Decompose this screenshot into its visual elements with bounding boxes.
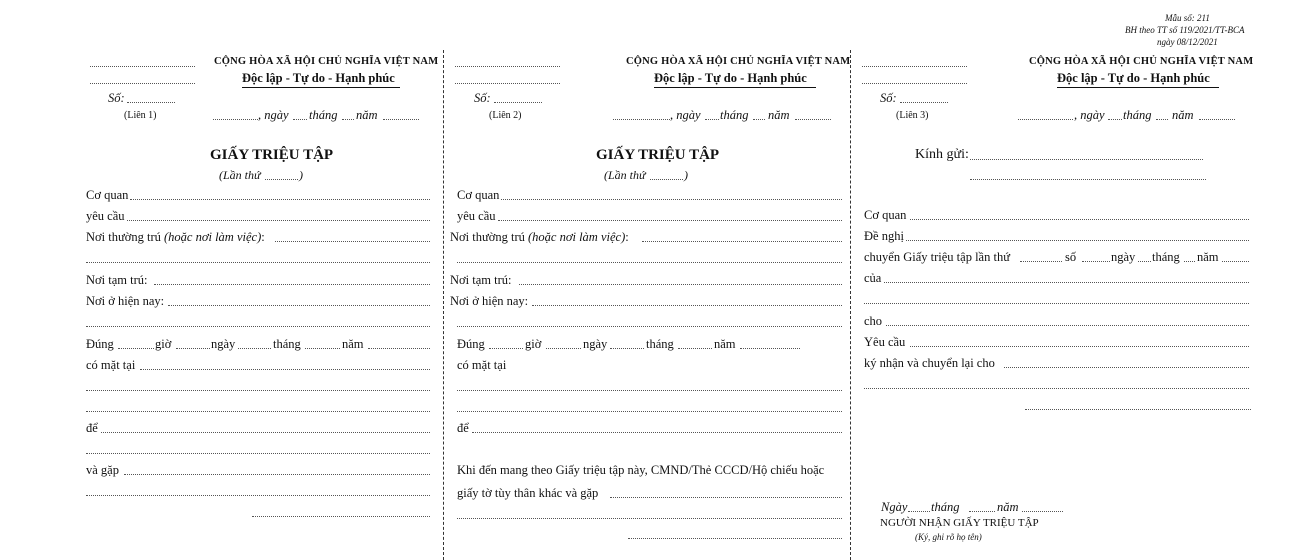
day-line <box>705 119 719 120</box>
copy-label: (Liên 2) <box>489 110 522 121</box>
lan-thu-line <box>650 179 683 180</box>
so-label: Số: <box>880 91 897 105</box>
so-label: Số: <box>108 91 125 105</box>
cua-label: của <box>864 271 882 285</box>
so-line <box>127 102 175 103</box>
cho-line <box>886 325 1249 326</box>
org-line-2 <box>90 83 195 84</box>
date-nam: năm <box>1172 108 1194 122</box>
republic-title: CỘNG HÒA XÃ HỘI CHỦ NGHĨA VIỆT NAM <box>1029 56 1254 67</box>
org-line-1 <box>455 66 560 67</box>
noi-thuong-tru-line <box>275 241 430 242</box>
co-mat-tai-label: có mặt tại <box>457 358 507 372</box>
nam-line <box>678 348 712 349</box>
cua-line <box>884 282 1249 283</box>
org-line-2 <box>455 83 560 84</box>
co-quan-line <box>910 219 1249 220</box>
ky-nhan-line-3 <box>1025 409 1251 410</box>
va-gap-label: và gặp <box>86 463 119 477</box>
year-line <box>1199 119 1235 120</box>
kinh-gui-label: Kính gửi: <box>915 147 969 162</box>
noi-thuong-tru-line <box>642 241 842 242</box>
so-label-2: số <box>1065 250 1077 264</box>
separator-2 <box>850 50 851 560</box>
de-line <box>101 432 430 433</box>
lan-thu-line <box>265 179 298 180</box>
yeu-cau-line <box>498 220 842 221</box>
de-label: để <box>457 421 469 435</box>
cua-line-2 <box>864 303 1249 304</box>
va-gap-line-2 <box>86 495 430 496</box>
summons-title: GIẤY TRIỆU TẬP <box>210 147 334 163</box>
org-line-1 <box>862 66 967 67</box>
noi-tam-tru-line <box>154 284 430 285</box>
yeu-cau-label: yêu cầu <box>457 209 496 223</box>
form-issued-by: BH theo TT số 119/2021/TT-BCA <box>1125 25 1245 35</box>
co-mat-tai-line-3 <box>86 411 430 412</box>
motto-underline <box>242 87 400 88</box>
de-line <box>472 432 842 433</box>
nam-label: năm <box>714 337 736 351</box>
year-line <box>383 119 419 120</box>
noi-tam-tru-label: Nơi tạm trú: <box>86 273 148 287</box>
ky-nhan-line <box>1004 367 1249 368</box>
month-line <box>753 119 765 120</box>
org-line-2 <box>862 83 967 84</box>
thang-line <box>1184 261 1195 262</box>
date-thang: tháng <box>720 108 749 122</box>
ngay-label: ngày <box>583 337 608 351</box>
month-line <box>342 119 354 120</box>
so-label: Số: <box>474 91 491 105</box>
gio-line <box>489 348 523 349</box>
noi-thuong-tru-line-2 <box>86 262 430 263</box>
lan-thu-label: (Lần thứ <box>604 168 646 182</box>
de-label: để <box>86 421 98 435</box>
date-ngay: , ngày <box>670 108 701 122</box>
ngay-label: ngày <box>211 337 236 351</box>
date-ngay: , ngày <box>258 108 289 122</box>
motto-underline <box>1057 87 1219 88</box>
co-quan-label: Cơ quan <box>86 188 129 202</box>
lan-thu-close: ) <box>299 168 303 182</box>
copy-label: (Liên 1) <box>124 110 157 121</box>
separator-1 <box>443 50 444 560</box>
noi-o-label: Nơi ở hiện nay: <box>86 294 165 308</box>
receiver-title: NGƯỜI NHẬN GIẤY TRIỆU TẬP <box>880 517 1039 529</box>
ngay-line <box>176 348 210 349</box>
co-mat-tai-line-2 <box>86 390 430 391</box>
thang-label: tháng <box>646 337 674 351</box>
summons-title: GIẤY TRIỆU TẬP <box>596 147 720 163</box>
kinh-gui-line <box>970 159 1203 160</box>
date-nam: năm <box>768 108 790 122</box>
date-thang: tháng <box>309 108 338 122</box>
gio-label: giờ <box>155 337 172 351</box>
yeu-cau-label: yêu cầu <box>86 209 125 223</box>
thang-line <box>238 348 271 349</box>
sign-ngay-line <box>908 511 930 512</box>
de-nghi-line <box>906 240 1249 241</box>
co-quan-line <box>501 199 842 200</box>
ky-nhan-line-2 <box>864 388 1249 389</box>
noi-tam-tru-line <box>519 284 842 285</box>
day-line <box>1108 119 1122 120</box>
ngay-line <box>1138 261 1151 262</box>
ngay-label: ngày <box>1111 250 1136 264</box>
place-line <box>1018 119 1073 120</box>
motto: Độc lập - Tự do - Hạnh phúc <box>242 71 395 85</box>
date-nam: năm <box>356 108 378 122</box>
republic-title: CỘNG HÒA XÃ HỘI CHỦ NGHĨA VIỆT NAM <box>214 56 439 67</box>
co-mat-tai-line-2 <box>457 390 842 391</box>
de-line-2 <box>86 453 430 454</box>
khi-den-text: Khi đến mang theo Giấy triệu tập này, CMND/Thẻ CCCD/Hộ chiếu hoặc <box>457 463 825 477</box>
va-gap-line <box>124 474 430 475</box>
chuyen-label: chuyển Giấy triệu tập lần thứ <box>864 250 1010 264</box>
co-mat-tai-line-3 <box>457 411 842 412</box>
gio-line <box>118 348 154 349</box>
lan-thu-close: ) <box>684 168 688 182</box>
so-line <box>494 102 542 103</box>
motto: Độc lập - Tự do - Hạnh phúc <box>654 71 807 85</box>
nam-value-line <box>740 348 800 349</box>
copy-label: (Liên 3) <box>896 110 929 121</box>
noi-thuong-tru-label: Nơi thường trú (hoặc nơi làm việc): <box>86 230 265 244</box>
kinh-gui-line-2 <box>970 179 1206 180</box>
place-line <box>613 119 670 120</box>
ngay-line <box>546 348 581 349</box>
date-thang: tháng <box>1123 108 1152 122</box>
sign-thang-label: tháng <box>931 500 960 514</box>
signature-line <box>628 538 842 539</box>
date-ngay: , ngày <box>1074 108 1105 122</box>
co-mat-tai-line <box>140 369 430 370</box>
giay-to-line-2 <box>457 518 842 519</box>
noi-tam-tru-label: Nơi tạm trú: <box>450 273 512 287</box>
yeu-cau-label: Yêu cầu <box>864 335 906 349</box>
sign-ngay-label: Ngày <box>881 500 908 514</box>
nam-label: năm <box>1197 250 1219 264</box>
co-mat-tai-label: có mặt tại <box>86 358 136 372</box>
dung-label: Đúng <box>457 337 485 351</box>
sign-thang-line <box>969 511 995 512</box>
so-line <box>900 102 948 103</box>
chuyen-line <box>1020 261 1062 262</box>
co-quan-label: Cơ quan <box>457 188 500 202</box>
sign-nam-label: năm <box>997 500 1019 514</box>
form-date: ngày 08/12/2021 <box>1157 37 1218 47</box>
republic-title: CỘNG HÒA XÃ HỘI CHỦ NGHĨA VIỆT NAM <box>626 56 851 67</box>
motto: Độc lập - Tự do - Hạnh phúc <box>1057 71 1210 85</box>
sign-note: (Ký, ghi rõ họ tên) <box>915 532 982 542</box>
day-line <box>293 119 307 120</box>
year-line <box>795 119 831 120</box>
de-nghi-label: Đề nghị <box>864 229 904 243</box>
noi-o-line <box>168 305 430 306</box>
thang-line <box>610 348 644 349</box>
thang-label: tháng <box>1152 250 1180 264</box>
nam-line <box>1222 261 1249 262</box>
nam-value-line <box>368 348 430 349</box>
giay-to-text: giấy tờ tùy thân khác và gặp <box>457 486 599 500</box>
yeu-cau-line <box>127 220 430 221</box>
noi-o-line-2 <box>86 326 430 327</box>
org-line-1 <box>90 66 195 67</box>
noi-thuong-tru-label: Nơi thường trú (hoặc nơi làm việc): <box>450 230 629 244</box>
dung-label: Đúng <box>86 337 114 351</box>
nam-line <box>305 348 340 349</box>
gio-label: giờ <box>525 337 542 351</box>
cho-label: cho <box>864 314 883 328</box>
month-line <box>1156 119 1168 120</box>
lan-thu-label: (Lần thứ <box>219 168 261 182</box>
yeu-cau-line <box>910 346 1249 347</box>
nam-label: năm <box>342 337 364 351</box>
thang-label: tháng <box>273 337 301 351</box>
sign-nam-line <box>1022 511 1063 512</box>
giay-to-line <box>610 497 842 498</box>
signature-line <box>252 516 430 517</box>
noi-thuong-tru-line-2 <box>457 262 842 263</box>
form-number: Mẫu số: 211 <box>1165 13 1210 23</box>
noi-o-label: Nơi ở hiện nay: <box>450 294 529 308</box>
place-line <box>213 119 258 120</box>
noi-o-line <box>532 305 842 306</box>
so-line-2 <box>1082 261 1110 262</box>
ky-nhan-label: ký nhận và chuyển lại cho <box>864 356 995 370</box>
co-quan-label: Cơ quan <box>864 208 907 222</box>
motto-underline <box>654 87 816 88</box>
noi-o-line-2 <box>457 326 842 327</box>
co-quan-line <box>130 199 430 200</box>
